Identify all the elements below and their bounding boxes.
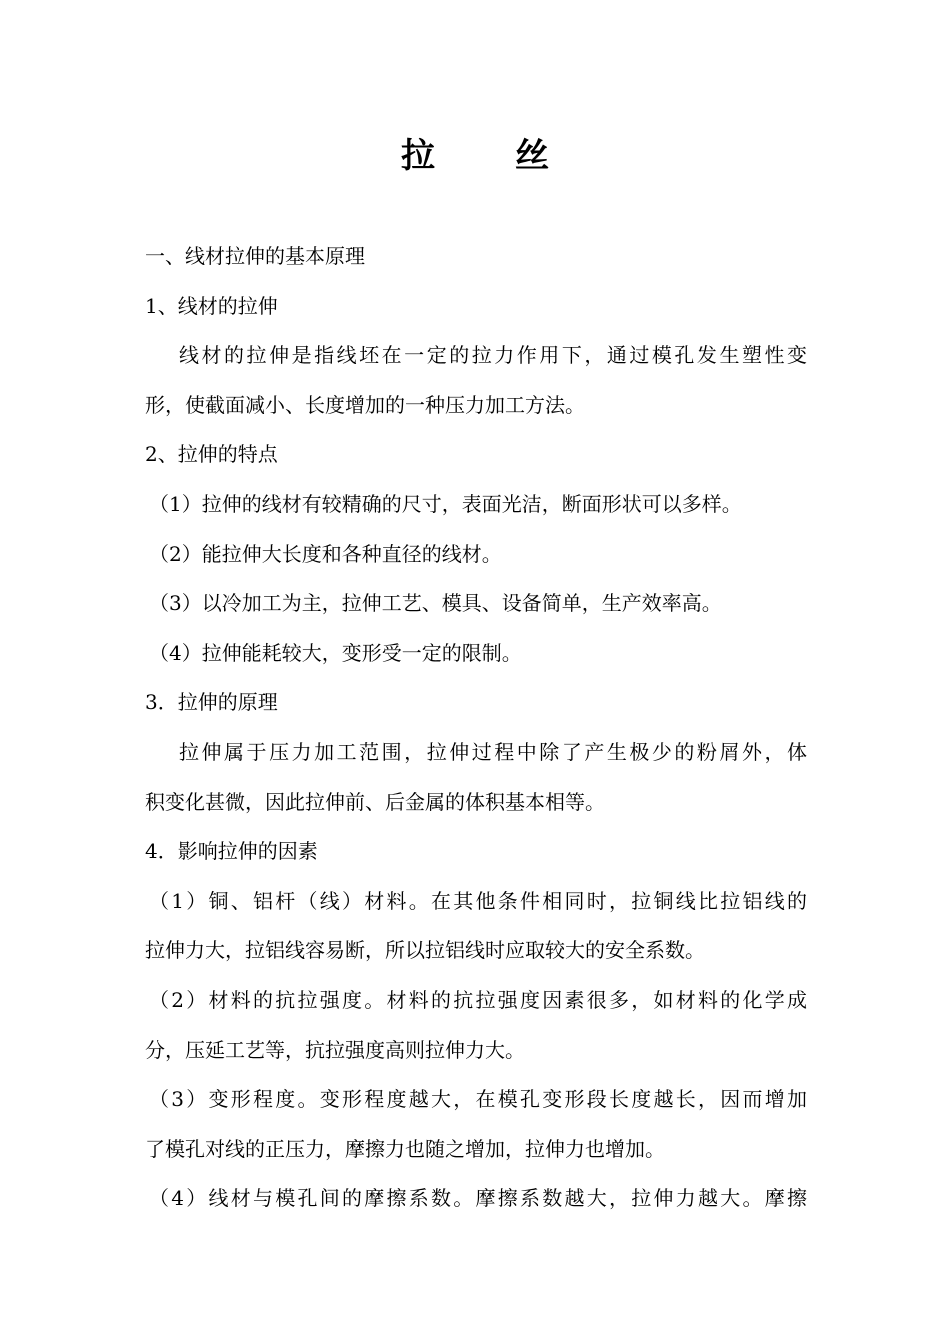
list-item: （4）拉伸能耗较大，变形受一定的限制。 [149,640,522,665]
subsection-heading: 2、拉伸的特点 [145,442,278,467]
paragraph-line: 了模孔对线的正压力，摩擦力也随之增加，拉伸力也增加。 [145,1136,665,1161]
list-item: （3）变形程度。变形程度越大，在模孔变形段长度越长，因而增加 [149,1087,807,1112]
subsection-heading: 4．影响拉伸的因素 [145,839,318,864]
list-item: （1）铜、铝杆（线）材料。在其他条件相同时，拉铜线比拉铝线的 [149,888,807,913]
list-item: （1）拉伸的线材有较精确的尺寸，表面光洁，断面形状可以多样。 [149,491,742,516]
list-item: （4）线材与模孔间的摩擦系数。摩擦系数越大，拉伸力越大。摩擦 [149,1186,807,1211]
list-item: （2）能拉伸大长度和各种直径的线材。 [149,541,502,566]
paragraph-line: 积变化甚微，因此拉伸前、后金属的体积基本相等。 [145,789,605,814]
paragraph-line: 拉伸属于压力加工范围，拉伸过程中除了产生极少的粉屑外，体 [179,739,807,764]
paragraph-line: 拉伸力大，拉铝线容易断，所以拉铝线时应取较大的安全系数。 [145,938,705,963]
paragraph-line: 分，压延工艺等，抗拉强度高则拉伸力大。 [145,1037,525,1062]
subsection-heading: 1、线材的拉伸 [145,293,278,318]
paragraph-line: 线材的拉伸是指线坯在一定的拉力作用下，通过模孔发生塑性变 [179,343,807,368]
list-item: （3）以冷加工为主，拉伸工艺、模具、设备简单，生产效率高。 [149,591,722,616]
section-heading: 一、线材拉伸的基本原理 [145,244,365,268]
paragraph-line: 形，使截面减小、长度增加的一种压力加工方法。 [145,392,585,417]
document-body [145,232,807,1224]
title-char: 丝 [515,136,549,176]
list-item: （2）材料的抗拉强度。材料的抗拉强度因素很多，如材料的化学成 [149,987,807,1012]
title-char: 拉 [401,136,435,176]
page-title [0,128,950,177]
subsection-heading: 3．拉伸的原理 [145,690,278,715]
